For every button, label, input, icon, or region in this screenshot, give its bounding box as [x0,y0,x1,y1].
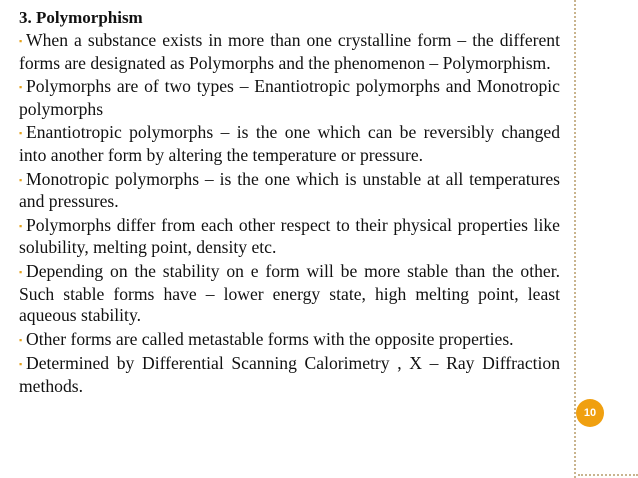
slide-title: 3. Polymorphism [19,8,143,27]
bullet-item [19,122,560,166]
bullet-item [19,353,560,397]
bullet-marker-icon: ▪ [19,266,23,277]
bullet-item [19,30,560,74]
bullet-marker-icon: ▪ [19,359,23,370]
bullet-item [19,169,560,213]
slide-content [19,7,560,400]
bullet-item [19,261,560,327]
bullet-marker-icon: ▪ [19,174,23,185]
bullet-marker-icon: ▪ [19,334,23,345]
bullet-text: Depending on the stability on e form will be more stable than the other. Such stable forms have – lower energy state, high melting point, least aqueous stability. [19,260,560,326]
bullet-marker-icon: ▪ [19,82,23,93]
bullet-text: Other forms are called metastable forms with the opposite properties. [26,328,514,349]
bullet-text: When a substance exists in more than one crystalline form – the different forms are designated as Polymorphs and the phenomenon – Polymorphism. [19,30,560,73]
bullet-text: Monotropic polymorphs – is the one which is unstable at all temperatures and pressures. [19,168,560,212]
decorative-horizontal-rule [578,474,638,476]
bullet-text: Polymorphs differ from each other respect to their physical properties like solubility, melting point, density etc. [19,214,560,258]
bullet-item [19,76,560,120]
bullet-item [19,329,560,352]
bullet-item [19,215,560,259]
bullet-marker-icon: ▪ [19,220,23,231]
page-number-badge: 10 [576,399,604,427]
bullet-marker-icon: ▪ [19,36,23,46]
bullet-text: Enantiotropic polymorphs – is the one which can be reversibly changed into another form by altering the temperature or pressure. [19,122,560,165]
decorative-vertical-rule [574,0,576,478]
bullet-marker-icon: ▪ [19,128,23,139]
bullet-text: Polymorphs are of two types – Enantiotropic polymorphs and Monotropic polymorphs [19,76,560,119]
bullet-text: Determined by Differential Scanning Calorimetry , X – Ray Diffraction methods. [19,353,560,396]
